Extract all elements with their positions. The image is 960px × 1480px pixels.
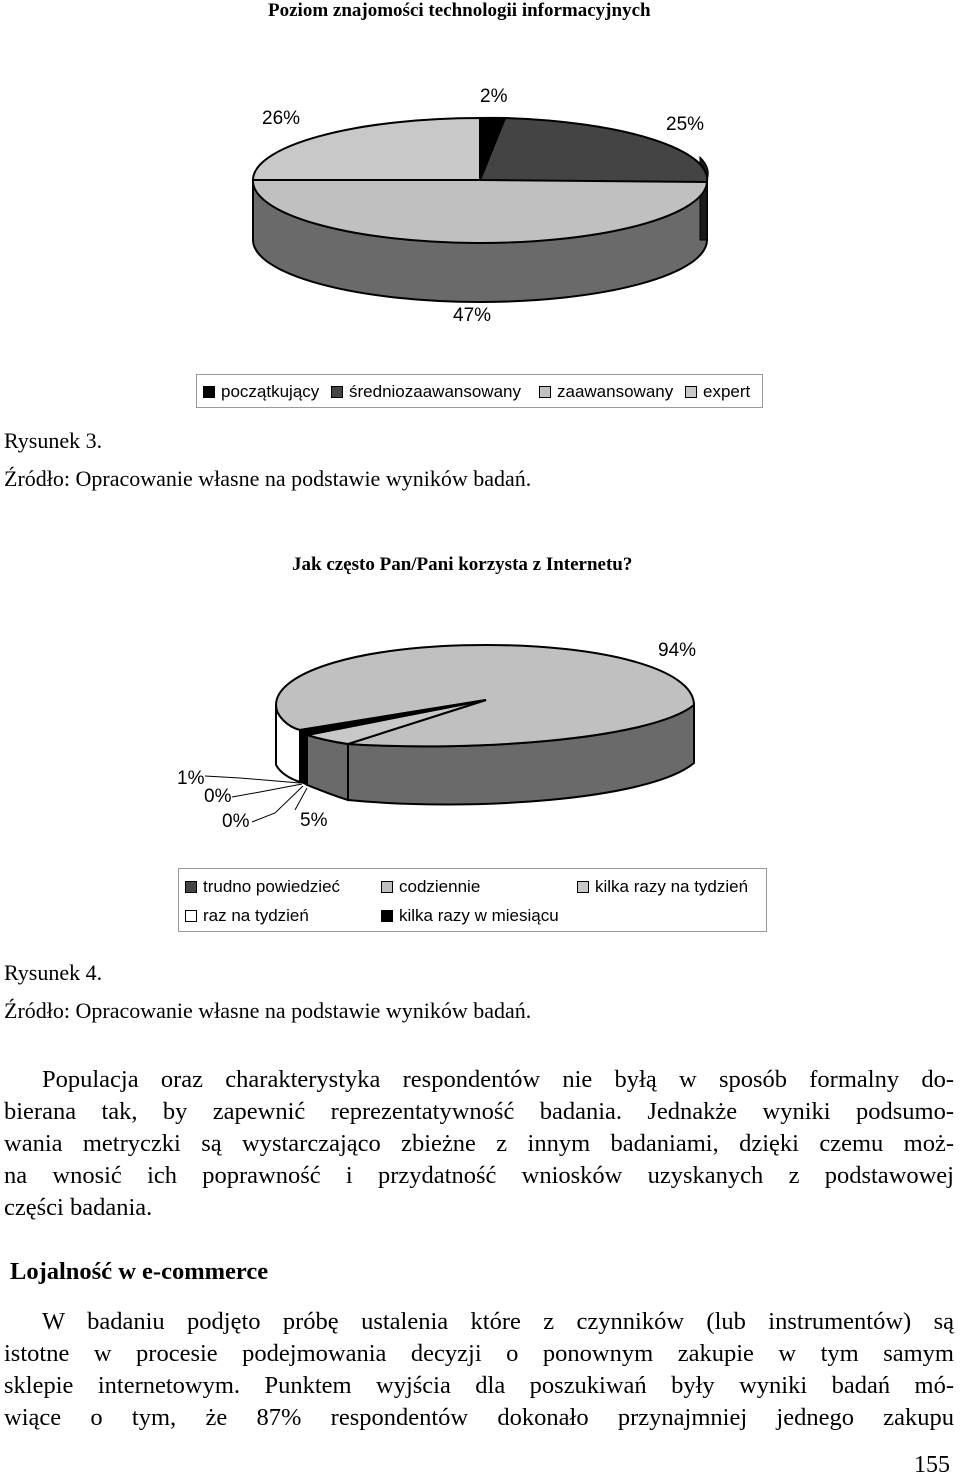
chart2-label-raz-na-tydzien: 0% <box>222 811 250 832</box>
chart2-leader-line <box>205 776 300 783</box>
chart1-legend-item <box>331 382 521 402</box>
chart2-side-kilka-razy-na-tydzien <box>307 735 348 800</box>
legend-label: kilka razy w miesiącu <box>399 906 559 925</box>
chart2-title: Jak często Pan/Pani korzysta z Internetu? <box>292 554 633 575</box>
legend-swatch-black <box>203 386 215 398</box>
legend-label: raz na tydzień <box>203 906 309 925</box>
paragraph-line: bierana tak, by zapewnić reprezentatywność badania. Jednakże wyniki podsumo- <box>4 1098 954 1125</box>
chart2-leader-line <box>252 786 303 822</box>
legend-swatch-black <box>381 910 393 922</box>
paragraph-line: wania metryczki są wystarczająco zbieżne z innym badaniami, dzięki czemu moż- <box>4 1130 954 1157</box>
section-heading: Lojalność w e-commerce <box>10 1258 269 1285</box>
chart2-label-codziennie: 94% <box>658 640 697 661</box>
legend-label: kilka razy na tydzień <box>595 877 749 896</box>
chart2-label-kilka-razy-w-miesiacu: 1% <box>177 768 205 789</box>
legend-swatch-dark <box>331 386 343 398</box>
legend-label: początkujący <box>221 382 320 401</box>
chart2-legend-item <box>185 877 340 897</box>
paragraph-line: wiące o tym, że 87% respondentów dokonało przynajmniej jednego zakupu <box>4 1404 954 1431</box>
legend-label: codziennie <box>399 877 481 896</box>
chart1-legend <box>196 374 763 408</box>
paragraph-2-body <box>4 1306 954 1434</box>
paragraph-line: części badania. <box>4 1194 153 1221</box>
chart2-pie <box>0 560 960 860</box>
chart1-label-expert: 26% <box>262 108 301 129</box>
chart2-legend <box>178 868 767 932</box>
legend-swatch-dark <box>185 881 197 893</box>
figure3-source: Źródło: Opracowanie własne na podstawie wyników badań. <box>4 466 532 491</box>
legend-label: trudno powiedzieć <box>203 877 341 896</box>
figure4-source: Źródło: Opracowanie własne na podstawie wyników badań. <box>4 998 532 1023</box>
legend-label: średniozaawansowany <box>349 382 521 401</box>
paragraph-line: Populacja oraz charakterystyka respondentów nie byłą w sposób formalny do- <box>42 1066 954 1093</box>
legend-swatch-lighter <box>685 386 697 398</box>
paragraph-line: istotne w procesie podejmowania decyzji o ponownym zakupie w tym samym <box>4 1340 954 1367</box>
chart2-legend-item <box>381 877 480 897</box>
chart1-label-zaawansowany: 47% <box>453 305 492 326</box>
chart2-legend-item <box>185 906 309 926</box>
chart2-label-kilka-razy-na-tydzien: 5% <box>300 810 328 831</box>
legend-swatch-light <box>539 386 551 398</box>
legend-label: expert <box>703 382 751 401</box>
chart1-legend-item <box>685 382 750 402</box>
chart1-legend-item <box>203 382 319 402</box>
legend-swatch-light <box>381 881 393 893</box>
chart1-pie <box>0 0 960 340</box>
legend-swatch-lighter <box>577 881 589 893</box>
figure3-caption: Rysunek 3. <box>4 428 103 453</box>
chart2-legend-item <box>577 877 748 897</box>
chart1-label-sredniozaawansowany: 25% <box>666 114 705 135</box>
chart2-leader-line <box>232 784 302 797</box>
chart2-legend-item <box>381 906 559 926</box>
chart1-label-poczatkujacy: 2% <box>480 86 508 107</box>
paragraph-line: sklepie internetowym. Punktem wyjścia dla poszukiwań były wyniki badań mó- <box>4 1372 954 1399</box>
paragraph-line: W badaniu podjęto próbę ustalenia które z czynników (lub instrumentów) są <box>42 1308 954 1335</box>
chart2-side-kilka-razy-w-miesiacu <box>300 730 307 785</box>
chart1-legend-item <box>539 382 673 402</box>
chart1-title: Poziom znajomości technologii informacyjnych <box>268 0 651 21</box>
legend-swatch-white <box>185 910 197 922</box>
chart2-label-trudno-powiedziec: 0% <box>204 786 232 807</box>
figure4-caption: Rysunek 4. <box>4 960 103 985</box>
page-number: 155 <box>914 1452 950 1478</box>
paragraph-1 <box>4 1064 954 1224</box>
legend-label: zaawansowany <box>557 382 674 401</box>
paragraph-line: na wnosić ich poprawność i przydatność wniosków uzyskanych z podstawowej <box>4 1162 954 1189</box>
